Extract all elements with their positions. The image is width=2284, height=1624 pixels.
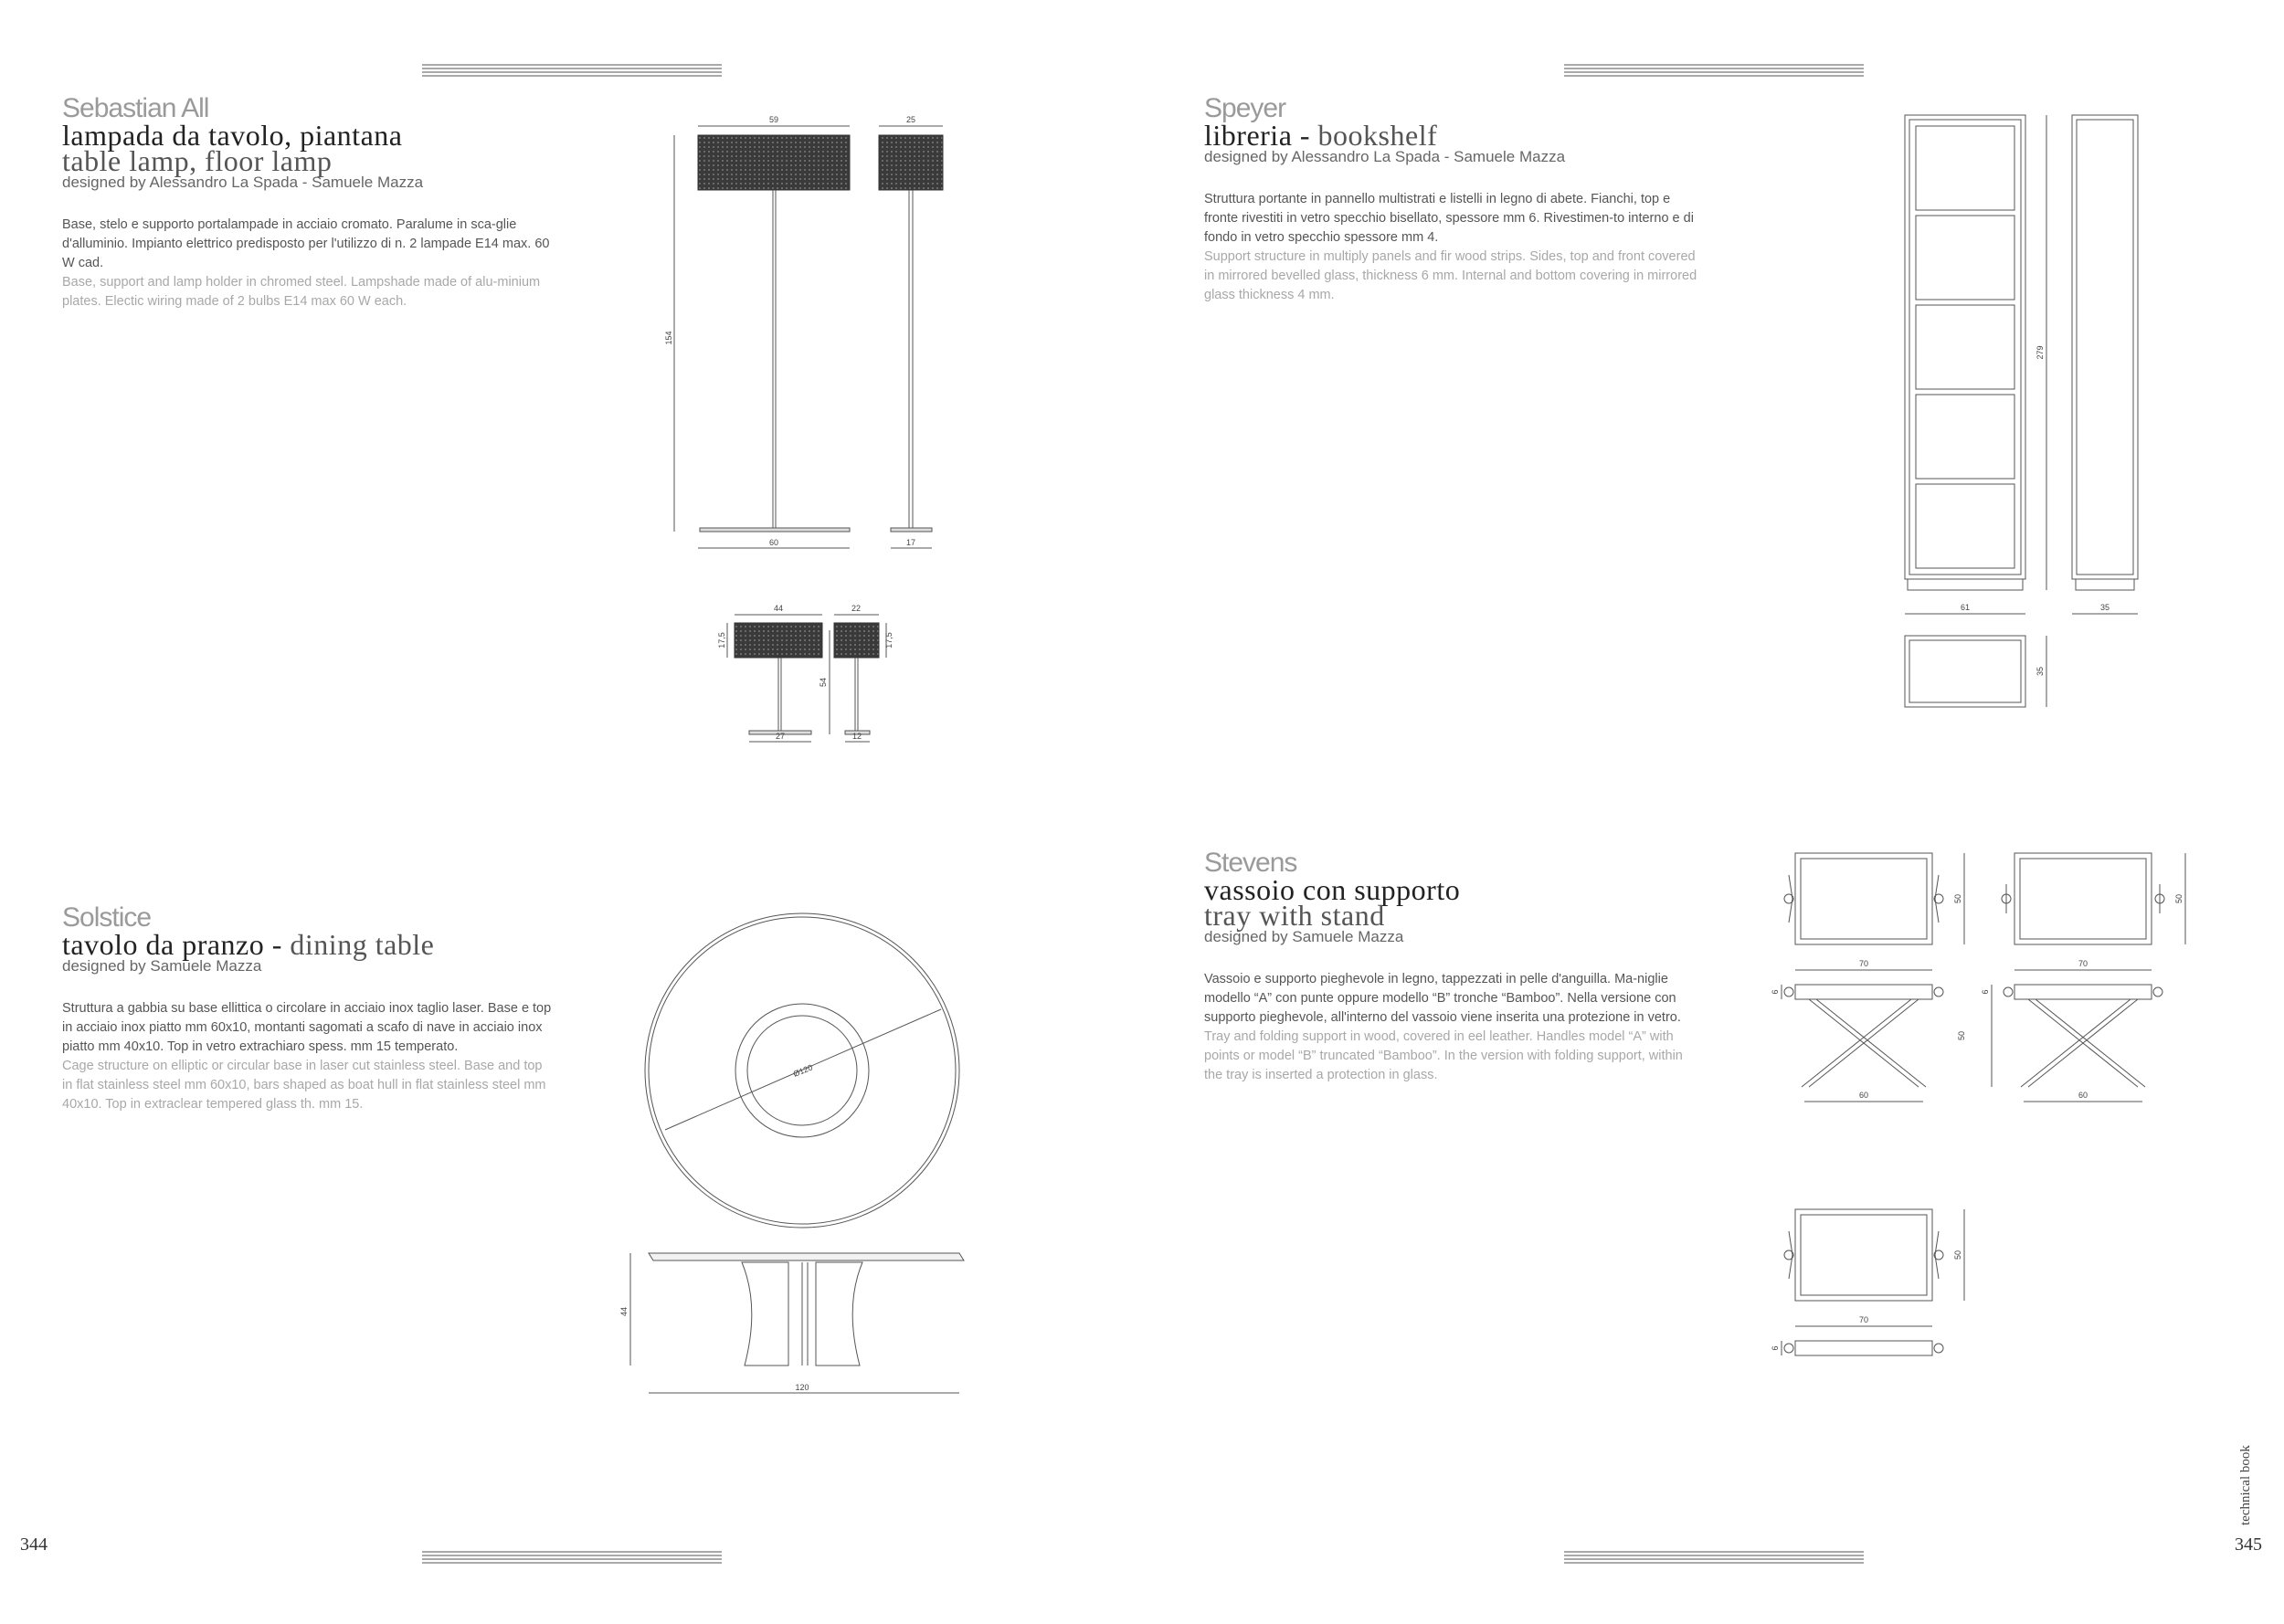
dim-table-side-base: 12 [851,732,862,741]
dim-tray-width-2: 70 [2078,959,2088,968]
technical-book-label: technical book [2238,1445,2253,1525]
designer: designed by Alessandro La Spada - Samuele Mazza [1204,148,1566,165]
dim-table-height: 44 [619,1306,629,1317]
dim-stand-width: 60 [1858,1091,1869,1100]
dim-table-width: 44 [773,604,784,613]
dim-floor-side-base: 17 [905,538,916,547]
brand-name: Solstice [62,902,152,933]
description-en: Base, support and lamp holder in chromed steel. Lampshade made of alu-minium plates. Electic wiring made of 2 bulbs E14 max 60 W each. [62,275,541,309]
dim-shade-height-side: 17,5 [884,632,894,649]
title-it: libreria - [1204,119,1318,152]
designer: designed by Samuele Mazza [62,957,262,975]
brand-name: Speyer [1204,93,1286,123]
description-en: Tray and folding support in wood, covered in eel leather. Handles model “A” with points or model “B” truncated “Bamboo”. In the version with folding support, within the tray is inserted a protection in glass. [1204,1029,1683,1082]
title-en: dining table [290,928,435,961]
dim-bookshelf-plan-depth: 35 [2036,666,2045,677]
description-en: Support structure in multiply panels and fir wood strips. Sides, top and front covered in mirrored bevelled glass, thickness 6 mm. Internal and bottom covering in mirrored glass thickness 4 mm. [1204,249,1697,302]
description-it: Struttura a gabbia su base ellittica o circolare in acciaio inox taglio laser. Base e top in acciaio inox piatto mm 60x10, montanti sagomati a scafo di nave in acciaio inox piatto mm 40x10. Top in vetro extrachiaro spess. mm 15 temperato. [62,1001,552,1054]
dim-bookshelf-height: 279 [2036,345,2045,360]
dim-floor-width: 59 [768,115,779,124]
dim-bookshelf-width: 61 [1960,603,1971,612]
dim-stand-height: 50 [1957,1030,1966,1041]
title-en: table lamp, floor lamp [62,144,333,177]
dim-tray-thickness-2: 6 [1981,989,1990,995]
description-it: Base, stelo e supporto portalampade in acciaio cromato. Paralume in sca-glie d'alluminio. Impianto elettrico predisposto per l'utilizzo di n. 2 lampade E14 max. 60 W cad. [62,217,550,270]
dim-table-base: 27 [775,732,786,741]
title-it: lampada da tavolo, piantana [62,119,403,152]
dim-tray-depth-3: 50 [1953,1250,1962,1260]
title-en: tray with stand [1204,899,1385,932]
designer: designed by Samuele Mazza [1204,928,1404,945]
tray-drawing [1782,853,2185,1355]
description-it: Struttura portante in pannello multistrati e listelli in legno di abete. Fianchi, top e fronte rivestiti in vetro specchio bisellato, spessore mm 6. Rivestimen-to interno e di fondo in vetro specchio spessore mm 4. [1204,192,1694,245]
title-it: tavolo da pranzo - [62,928,291,961]
bookshelf-drawing [1905,115,2138,707]
dim-tray-thickness-3: 6 [1771,1345,1780,1351]
designer: designed by Alessandro La Spada - Samuele Mazza [62,174,424,191]
dim-shade-height: 17,5 [717,632,726,649]
dim-tray-depth: 50 [1953,893,1962,904]
dim-diameter: Ø120 [791,1062,814,1079]
description-it: Vassoio e supporto pieghevole in legno, tappezzati in pelle d'anguilla. Ma-niglie modello “A” con punte oppure modello “B” tronche “Bamboo”. Nella versione con supporto pieghevole, all'interno del vassoio viene inserita una protezione in vetro. [1204,972,1681,1025]
page-number-left: 344 [20,1534,48,1555]
dim-floor-height: 154 [664,331,673,345]
dim-tray-thickness: 6 [1771,989,1780,995]
dim-tray-width: 70 [1858,959,1869,968]
table-drawing [630,913,964,1393]
dim-table-width: 120 [795,1383,809,1392]
title-en: bookshelf [1317,119,1438,152]
description-en: Cage structure on elliptic or circular base in laser cut stainless steel. Base and top in flat stainless steel mm 60x10, bars shaped as boat hull in flat stainless steel mm 40x10. Top in extraclear tempered glass th. mm 15. [62,1059,546,1112]
title-it: vassoio con supporto [1204,873,1461,906]
dim-tray-depth-2: 50 [2174,893,2184,904]
brand-name: Sebastian All [62,93,209,123]
brand-name: Stevens [1204,848,1297,878]
dim-floor-base: 60 [768,538,779,547]
dim-table-side-width: 22 [851,604,862,613]
dim-stand-width-2: 60 [2078,1091,2088,1100]
dim-table-height: 54 [819,677,828,688]
dim-floor-side-width: 25 [905,115,916,124]
dim-tray-width-3: 70 [1858,1315,1869,1324]
page-number-right: 345 [2235,1534,2262,1555]
dim-bookshelf-depth: 35 [2099,603,2110,612]
